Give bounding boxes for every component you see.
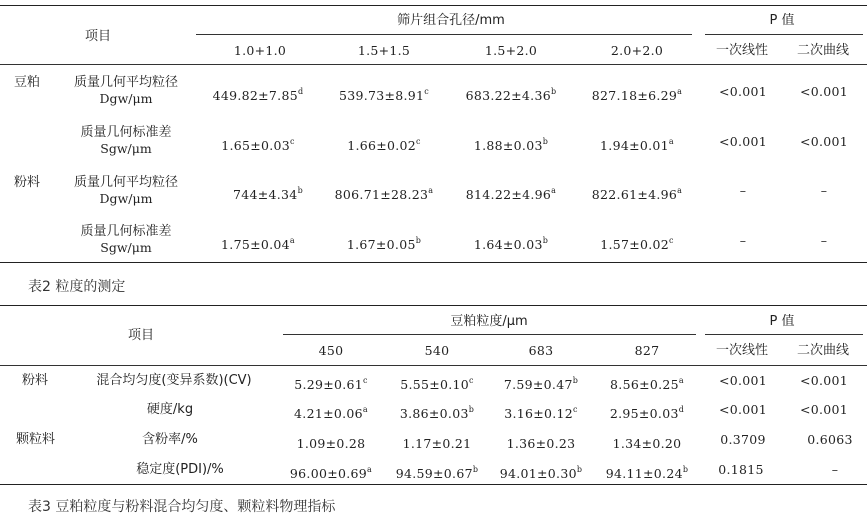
value-cell: 1.34±0.20 — [612, 436, 682, 451]
p-quadratic: – — [820, 233, 828, 248]
table-bottom-rule — [0, 484, 867, 485]
value-cell: 1.36±0.23 — [506, 436, 576, 451]
group-rule — [283, 334, 696, 335]
col-header: 683 — [528, 343, 554, 358]
p-linear: <0.001 — [718, 84, 768, 99]
p-linear: – — [739, 183, 747, 198]
pvalue-rule — [705, 334, 863, 335]
p-quadratic: <0.001 — [799, 373, 849, 388]
value-cell: 1.57±0.02$^c$ — [600, 236, 674, 252]
p-quadratic: <0.001 — [799, 402, 849, 417]
value-cell: 1.88±0.03$^b$ — [473, 137, 549, 153]
value-cell: 1.66±0.02$^c$ — [347, 137, 421, 153]
value-cell: 1.75±0.04$^a$ — [221, 236, 295, 252]
col-header: 450 — [318, 343, 344, 358]
value-cell: 94.59±0.67$^b$ — [395, 465, 479, 481]
value-cell: 1.64±0.03$^b$ — [473, 236, 549, 252]
header-item: 项目 — [84, 29, 112, 44]
header-pvalue: P 值 — [769, 314, 795, 329]
row-label: 稳定度(PDI)/% — [136, 462, 224, 477]
value-cell: 5.29±0.61$^c$ — [294, 376, 368, 392]
col-header: 1.5+2.0 — [484, 43, 538, 58]
row-label: 含粉率/% — [142, 432, 198, 447]
header-bottom-rule — [0, 365, 867, 366]
group-label: 粉料 — [22, 373, 49, 388]
value-cell: 2.95±0.03$^d$ — [609, 405, 685, 421]
value-cell: 1.94±0.01$^a$ — [600, 137, 674, 153]
value-cell: 827.18±6.29$^a$ — [591, 87, 683, 103]
value-cell: 449.82±7.85$^d$ — [212, 87, 304, 103]
row-label: 质量几何平均粒径 Dgw/μm — [73, 175, 179, 206]
table-top-rule — [0, 305, 867, 306]
p-linear: – — [739, 233, 747, 248]
row-label: 质量几何平均粒径 Dgw/μm — [73, 75, 179, 106]
row-label: 质量几何标准差 Sgw/μm — [80, 125, 172, 156]
value-cell: 5.55±0.10$^c$ — [400, 376, 474, 392]
table-3-caption: 表3 豆粕粒度与粉料混合均匀度、颗粒料物理指标 — [28, 499, 336, 515]
value-cell: 3.86±0.03$^b$ — [399, 405, 475, 421]
table-2-caption: 表2 粒度的测定 — [28, 279, 126, 295]
p-quadratic: <0.001 — [799, 84, 849, 99]
group-label: 粉料 — [14, 175, 41, 190]
p-linear: <0.001 — [718, 373, 768, 388]
value-cell: 683.22±4.36$^b$ — [465, 87, 557, 103]
value-cell: 806.71±28.23$^a$ — [334, 186, 434, 202]
p-quadratic: 0.6063 — [807, 432, 853, 447]
col-header-quadratic: 二次曲线 — [796, 343, 850, 358]
col-header: 1.0+1.0 — [233, 43, 287, 58]
value-cell: 4.21±0.06$^a$ — [294, 405, 368, 421]
col-header-linear: 一次线性 — [715, 43, 769, 58]
p-quadratic: – — [820, 183, 828, 198]
group-label: 豆粕 — [14, 75, 41, 90]
col-header: 2.0+2.0 — [610, 43, 664, 58]
row-label: 质量几何标准差 Sgw/μm — [80, 224, 172, 255]
value-cell: 1.67±0.05$^b$ — [346, 236, 422, 252]
p-linear: 0.3709 — [720, 432, 766, 447]
value-cell: 8.56±0.25$^a$ — [610, 376, 684, 392]
value-cell: 822.61±4.96$^a$ — [591, 186, 683, 202]
value-cell: 744±4.34$^b$ — [233, 186, 303, 202]
value-cell: 1.17±0.21 — [402, 436, 472, 451]
header-item: 项目 — [127, 328, 155, 343]
col-header: 540 — [424, 343, 450, 358]
table-bottom-rule — [0, 262, 867, 263]
value-cell: 94.01±0.30$^b$ — [499, 465, 583, 481]
header-bottom-rule — [0, 64, 867, 65]
row-label: 硬度/kg — [146, 402, 194, 417]
value-cell: 814.22±4.96$^a$ — [465, 186, 557, 202]
value-cell: 94.11±0.24$^b$ — [605, 465, 689, 481]
table-top-rule — [0, 5, 867, 6]
value-cell: 1.09±0.28 — [296, 436, 366, 451]
row-label: 混合均匀度(变异系数)(CV) — [96, 373, 252, 388]
p-linear: 0.1815 — [718, 462, 764, 477]
pvalue-rule — [705, 34, 863, 35]
value-cell: 7.59±0.47$^b$ — [503, 376, 579, 392]
p-linear: <0.001 — [718, 134, 768, 149]
group-label: 颗粒料 — [16, 432, 56, 447]
header-pvalue: P 值 — [769, 13, 795, 28]
value-cell: 96.00±0.69$^a$ — [289, 465, 373, 481]
col-header: 827 — [634, 343, 660, 358]
value-cell: 1.65±0.03$^c$ — [221, 137, 295, 153]
group-rule — [196, 34, 692, 35]
value-cell: 539.73±8.91$^c$ — [338, 87, 430, 103]
value-cell: 3.16±0.12$^c$ — [504, 405, 578, 421]
header-group: 豆粕粒度/μm — [450, 314, 528, 329]
header-group: 筛片组合孔径/mm — [397, 13, 505, 28]
col-header-quadratic: 二次曲线 — [796, 43, 850, 58]
p-linear: <0.001 — [718, 402, 768, 417]
p-quadratic: <0.001 — [799, 134, 849, 149]
col-header: 1.5+1.5 — [357, 43, 411, 58]
p-quadratic: – — [831, 462, 839, 477]
col-header-linear: 一次线性 — [715, 343, 769, 358]
